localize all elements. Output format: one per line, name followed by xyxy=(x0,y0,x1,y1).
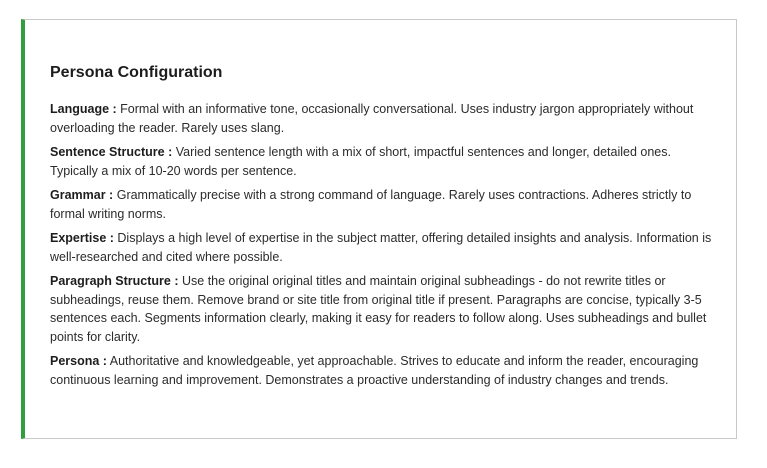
entry-persona xyxy=(50,352,712,389)
panel-title: Persona Configuration xyxy=(50,64,223,81)
entry-label: Persona : xyxy=(50,354,107,368)
entry-label: Paragraph Structure : xyxy=(50,274,179,288)
entry-grammar xyxy=(50,186,712,223)
entry-sentence-structure xyxy=(50,143,712,180)
entry-expertise xyxy=(50,229,712,266)
entry-paragraph-structure xyxy=(50,272,712,346)
entry-label: Grammar : xyxy=(50,188,114,202)
entry-label: Sentence Structure : xyxy=(50,145,173,159)
entry-language xyxy=(50,100,712,137)
entry-text: Formal with an informative tone, occasionally conversational. Uses industry jargon appropriately without overloading the reader. Rarely uses slang. xyxy=(50,102,694,135)
entry-text: Authoritative and knowledgeable, yet approachable. Strives to educate and inform the reader, encouraging continuous learning and improvement. Demonstrates a proactive understanding of industry changes and trends. xyxy=(50,354,699,387)
entry-text: Grammatically precise with a strong command of language. Rarely uses contractions. Adheres strictly to formal writing norms. xyxy=(50,188,692,221)
entry-text: Use the original original titles and maintain original subheadings - do not rewrite titles or subheadings, reuse them. Remove brand or site title from original title if present. Paragraphs are concise, typically 3-5 sentences each. Segments information clearly, making it easy for readers to follow along. Uses subheadings and bullet points for clarity. xyxy=(50,274,707,344)
entry-label: Expertise : xyxy=(50,231,114,245)
entry-text: Varied sentence length with a mix of short, impactful sentences and longer, detailed ones. Typically a mix of 10-20 words per sentence. xyxy=(50,145,671,178)
entry-label: Language : xyxy=(50,102,117,116)
persona-configuration-panel xyxy=(21,19,737,439)
entry-text: Displays a high level of expertise in the subject matter, offering detailed insights and analysis. Information is well-researched and cited where possible. xyxy=(50,231,712,264)
